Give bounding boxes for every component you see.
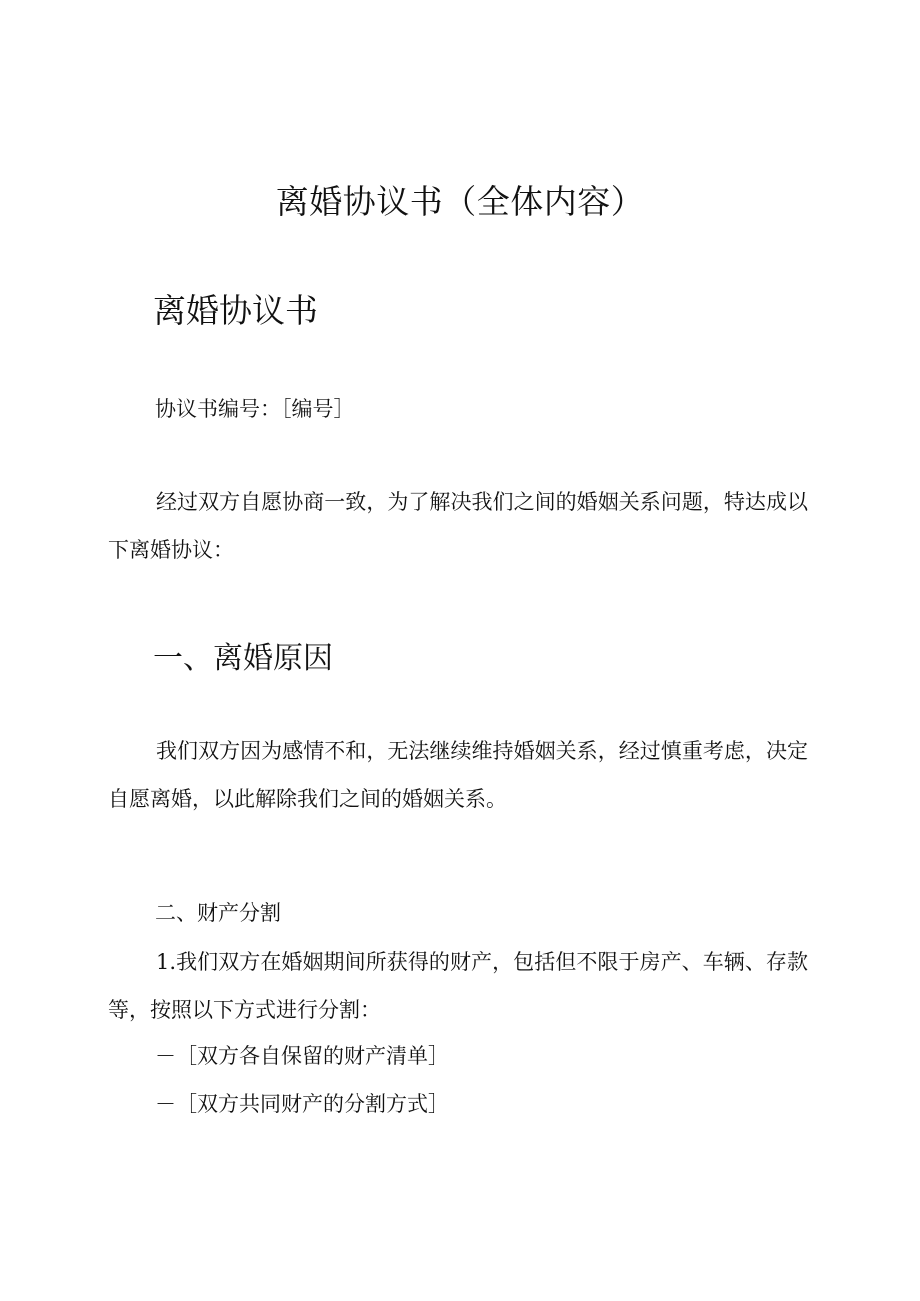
agreement-number-line: 协议书编号：［编号］ xyxy=(155,397,355,421)
property-division-paragraph: 1.我们双方在婚姻期间所获得的财产，包括但不限于房产、车辆、存款等，按照以下方式进行分割： xyxy=(108,950,808,1022)
intro-paragraph: 经过双方自愿协商一致，为了解决我们之间的婚姻关系问题，特达成以下离婚协议： xyxy=(108,490,808,562)
section-heading-divorce-reason: 一、离婚原因 xyxy=(153,641,333,676)
agreement-heading: 离婚协议书 xyxy=(153,291,318,330)
list-item: －［双方共同财产的分割方式］ xyxy=(155,1092,449,1116)
document-title: 离婚协议书（全体内容） xyxy=(275,182,645,221)
section-heading-property-division: 二、财产分割 xyxy=(155,901,281,925)
divorce-reason-paragraph: 我们双方因为感情不和，无法继续维持婚姻关系，经过慎重考虑，决定自愿离婚，以此解除我们之间的婚姻关系。 xyxy=(108,739,808,811)
list-item: －［双方各自保留的财产清单］ xyxy=(155,1044,449,1068)
